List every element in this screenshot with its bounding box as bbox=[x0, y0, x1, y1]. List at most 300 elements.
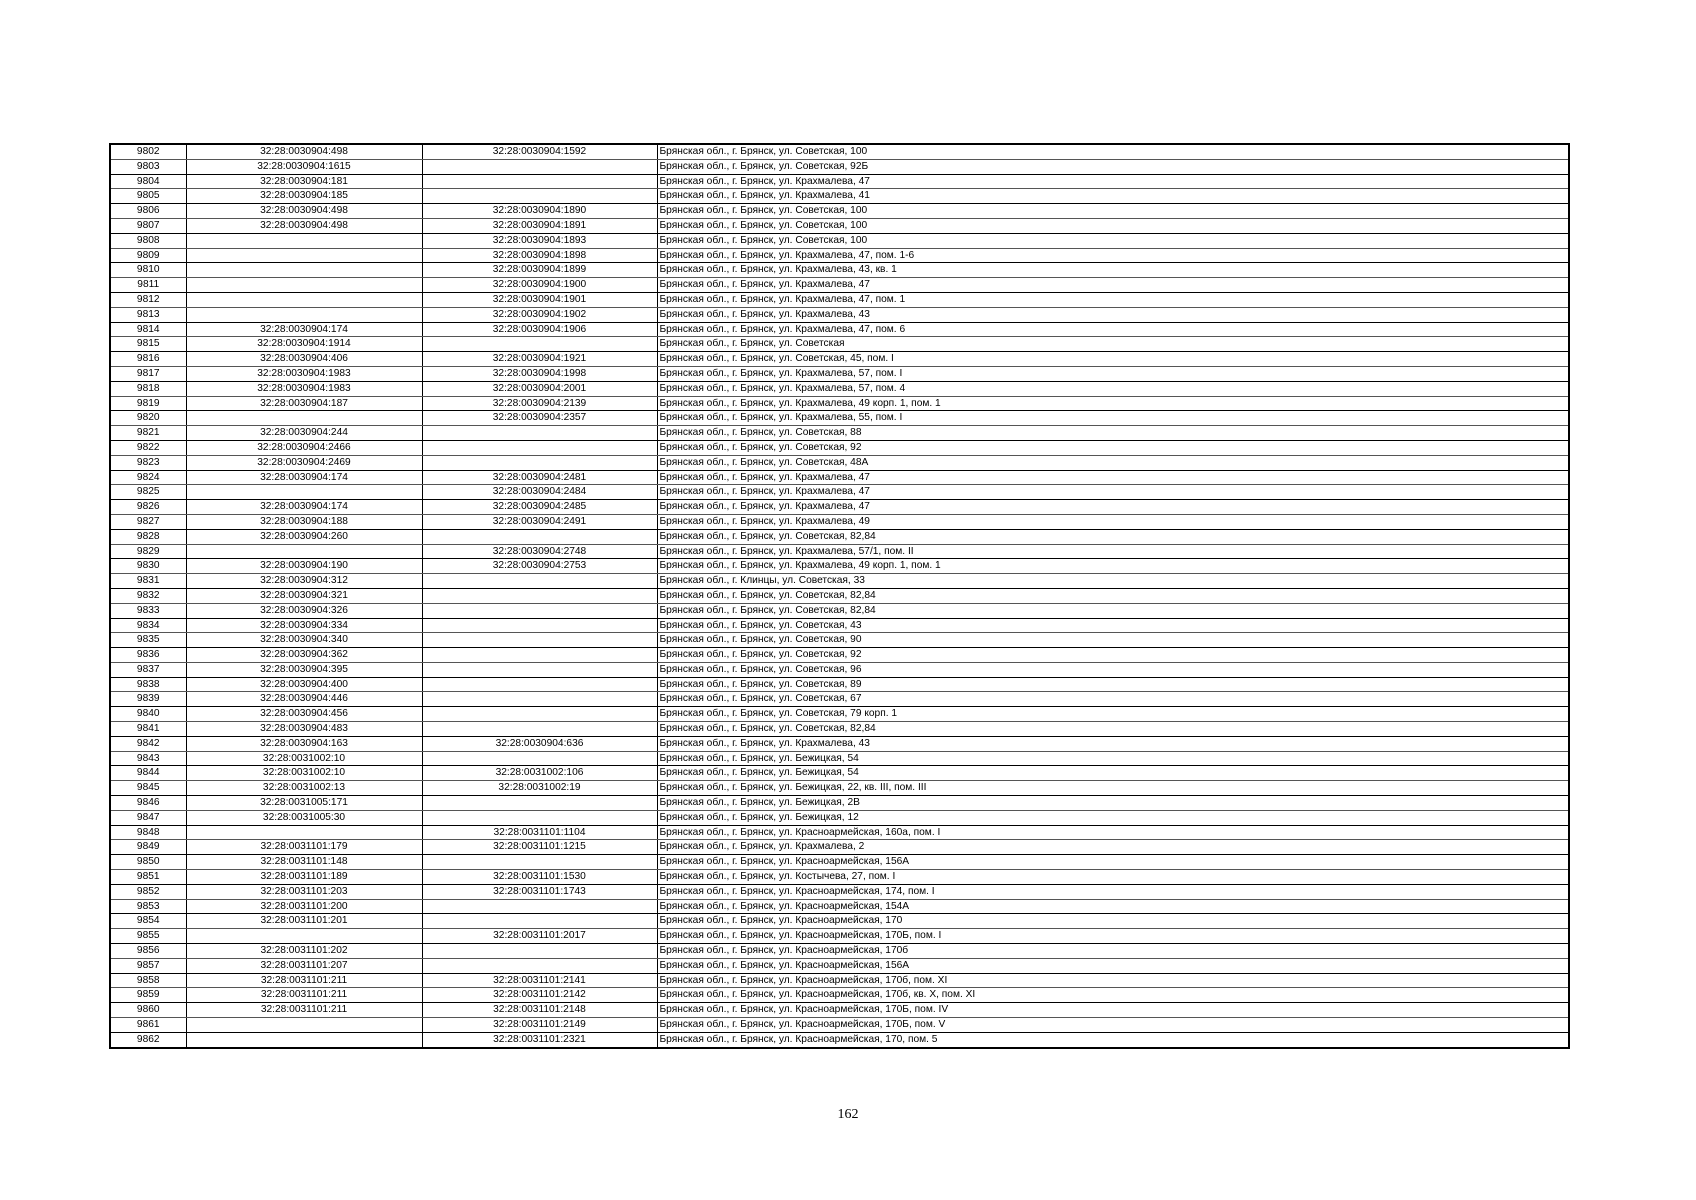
row-number-cell: 9832 bbox=[110, 588, 186, 603]
object-cadastral-cell: 32:28:0031002:106 bbox=[422, 766, 657, 781]
parcel-cadastral-cell: 32:28:0030904:456 bbox=[186, 707, 422, 722]
table-row bbox=[110, 796, 1569, 811]
table-row bbox=[110, 1003, 1569, 1018]
row-number-cell: 9833 bbox=[110, 603, 186, 618]
row-number-cell: 9848 bbox=[110, 825, 186, 840]
address-cell: Брянская обл., г. Брянск, ул. Крахмалева, 47 bbox=[657, 500, 1569, 515]
row-number-cell: 9836 bbox=[110, 648, 186, 663]
object-cadastral-cell bbox=[422, 677, 657, 692]
parcel-cadastral-cell: 32:28:0030904:406 bbox=[186, 352, 422, 367]
parcel-cadastral-cell: 32:28:0031101:179 bbox=[186, 840, 422, 855]
parcel-cadastral-cell: 32:28:0030904:326 bbox=[186, 603, 422, 618]
object-cadastral-cell bbox=[422, 692, 657, 707]
parcel-cadastral-cell: 32:28:0031101:203 bbox=[186, 884, 422, 899]
parcel-cadastral-cell: 32:28:0030904:400 bbox=[186, 677, 422, 692]
table-row bbox=[110, 574, 1569, 589]
row-number-cell: 9845 bbox=[110, 781, 186, 796]
table-row bbox=[110, 529, 1569, 544]
table-row bbox=[110, 559, 1569, 574]
object-cadastral-cell: 32:28:0030904:2139 bbox=[422, 396, 657, 411]
object-cadastral-cell: 32:28:0030904:2485 bbox=[422, 500, 657, 515]
row-number-cell: 9822 bbox=[110, 440, 186, 455]
object-cadastral-cell: 32:28:0031101:2148 bbox=[422, 1003, 657, 1018]
row-number-cell: 9805 bbox=[110, 189, 186, 204]
object-cadastral-cell bbox=[422, 455, 657, 470]
row-number-cell: 9813 bbox=[110, 307, 186, 322]
address-cell: Брянская обл., г. Брянск, ул. Красноармейская, 170, пом. 5 bbox=[657, 1032, 1569, 1047]
address-cell: Брянская обл., г. Брянск, ул. Крахмалева, 55, пом. I bbox=[657, 411, 1569, 426]
row-number-cell: 9838 bbox=[110, 677, 186, 692]
parcel-cadastral-cell: 32:28:0031005:30 bbox=[186, 810, 422, 825]
parcel-cadastral-cell bbox=[186, 248, 422, 263]
table-row bbox=[110, 988, 1569, 1003]
parcel-cadastral-cell: 32:28:0030904:185 bbox=[186, 189, 422, 204]
object-cadastral-cell: 32:28:0030904:1890 bbox=[422, 204, 657, 219]
table-row bbox=[110, 899, 1569, 914]
table-row bbox=[110, 603, 1569, 618]
row-number-cell: 9806 bbox=[110, 204, 186, 219]
address-cell: Брянская обл., г. Брянск, ул. Бежицкая, 12 bbox=[657, 810, 1569, 825]
object-cadastral-cell bbox=[422, 189, 657, 204]
address-cell: Брянская обл., г. Брянск, ул. Красноармейская, 170Б, пом. IV bbox=[657, 1003, 1569, 1018]
row-number-cell: 9812 bbox=[110, 292, 186, 307]
object-cadastral-cell bbox=[422, 662, 657, 677]
object-cadastral-cell: 32:28:0031101:1743 bbox=[422, 884, 657, 899]
table-row bbox=[110, 929, 1569, 944]
table-row bbox=[110, 500, 1569, 515]
object-cadastral-cell: 32:28:0031101:2321 bbox=[422, 1032, 657, 1047]
table-row bbox=[110, 914, 1569, 929]
row-number-cell: 9808 bbox=[110, 233, 186, 248]
row-number-cell: 9824 bbox=[110, 470, 186, 485]
row-number-cell: 9844 bbox=[110, 766, 186, 781]
object-cadastral-cell: 32:28:0030904:1998 bbox=[422, 366, 657, 381]
address-cell: Брянская обл., г. Брянск, ул. Красноармейская, 174, пом. I bbox=[657, 884, 1569, 899]
table-row bbox=[110, 396, 1569, 411]
object-cadastral-cell bbox=[422, 751, 657, 766]
row-number-cell: 9834 bbox=[110, 618, 186, 633]
address-cell: Брянская обл., г. Брянск, ул. Советская, 67 bbox=[657, 692, 1569, 707]
row-number-cell: 9849 bbox=[110, 840, 186, 855]
address-cell: Брянская обл., г. Брянск, ул. Советская, 92 bbox=[657, 648, 1569, 663]
object-cadastral-cell: 32:28:0031101:2017 bbox=[422, 929, 657, 944]
object-cadastral-cell: 32:28:0030904:2484 bbox=[422, 485, 657, 500]
object-cadastral-cell bbox=[422, 603, 657, 618]
parcel-cadastral-cell: 32:28:0030904:188 bbox=[186, 514, 422, 529]
address-cell: Брянская обл., г. Брянск, ул. Крахмалева, 2 bbox=[657, 840, 1569, 855]
row-number-cell: 9814 bbox=[110, 322, 186, 337]
row-number-cell: 9856 bbox=[110, 944, 186, 959]
parcel-cadastral-cell: 32:28:0030904:321 bbox=[186, 588, 422, 603]
address-cell: Брянская обл., г. Брянск, ул. Советская, 96 bbox=[657, 662, 1569, 677]
address-cell: Брянская обл., г. Брянск, ул. Крахмалева, 47, пом. 1 bbox=[657, 292, 1569, 307]
address-cell: Брянская обл., г. Брянск, ул. Советская, 79 корп. 1 bbox=[657, 707, 1569, 722]
address-cell: Брянская обл., г. Брянск, ул. Крахмалева, 47, пом. 6 bbox=[657, 322, 1569, 337]
address-cell: Брянская обл., г. Брянск, ул. Красноармейская, 170 bbox=[657, 914, 1569, 929]
parcel-cadastral-cell: 32:28:0031101:211 bbox=[186, 973, 422, 988]
parcel-cadastral-cell: 32:28:0030904:190 bbox=[186, 559, 422, 574]
object-cadastral-cell bbox=[422, 337, 657, 352]
row-number-cell: 9816 bbox=[110, 352, 186, 367]
address-cell: Брянская обл., г. Брянск, ул. Крахмалева, 47 bbox=[657, 174, 1569, 189]
address-cell: Брянская обл., г. Брянск, ул. Крахмалева, 49 корп. 1, пом. 1 bbox=[657, 396, 1569, 411]
object-cadastral-cell: 32:28:0030904:2001 bbox=[422, 381, 657, 396]
address-cell: Брянская обл., г. Брянск, ул. Крахмалева, 47, пом. 1-6 bbox=[657, 248, 1569, 263]
table-row bbox=[110, 159, 1569, 174]
table-row bbox=[110, 884, 1569, 899]
address-cell: Брянская обл., г. Брянск, ул. Советская, 82,84 bbox=[657, 722, 1569, 737]
table-row bbox=[110, 1032, 1569, 1047]
row-number-cell: 9809 bbox=[110, 248, 186, 263]
row-number-cell: 9815 bbox=[110, 337, 186, 352]
address-cell: Брянская обл., г. Брянск, ул. Крахмалева, 57/1, пом. II bbox=[657, 544, 1569, 559]
row-number-cell: 9819 bbox=[110, 396, 186, 411]
row-number-cell: 9802 bbox=[110, 144, 186, 159]
table-row bbox=[110, 366, 1569, 381]
parcel-cadastral-cell: 32:28:0030904:1983 bbox=[186, 381, 422, 396]
address-cell: Брянская обл., г. Брянск, ул. Крахмалева, 43 bbox=[657, 736, 1569, 751]
object-cadastral-cell: 32:28:0030904:2748 bbox=[422, 544, 657, 559]
parcel-cadastral-cell: 32:28:0030904:187 bbox=[186, 396, 422, 411]
object-cadastral-cell bbox=[422, 944, 657, 959]
address-cell: Брянская обл., г. Брянск, ул. Советская, 43 bbox=[657, 618, 1569, 633]
table-row bbox=[110, 144, 1569, 159]
parcel-cadastral-cell: 32:28:0030904:244 bbox=[186, 426, 422, 441]
table-row bbox=[110, 944, 1569, 959]
page-number: 162 bbox=[837, 1107, 859, 1122]
object-cadastral-cell: 32:28:0030904:2753 bbox=[422, 559, 657, 574]
parcel-cadastral-cell: 32:28:0030904:334 bbox=[186, 618, 422, 633]
object-cadastral-cell: 32:28:0030904:636 bbox=[422, 736, 657, 751]
table-row bbox=[110, 204, 1569, 219]
parcel-cadastral-cell bbox=[186, 307, 422, 322]
parcel-cadastral-cell: 32:28:0030904:2466 bbox=[186, 440, 422, 455]
table-row bbox=[110, 189, 1569, 204]
parcel-cadastral-cell: 32:28:0031002:13 bbox=[186, 781, 422, 796]
table-row bbox=[110, 677, 1569, 692]
object-cadastral-cell bbox=[422, 707, 657, 722]
table-row bbox=[110, 381, 1569, 396]
row-number-cell: 9846 bbox=[110, 796, 186, 811]
address-cell: Брянская обл., г. Брянск, ул. Советская, 48А bbox=[657, 455, 1569, 470]
parcel-cadastral-cell bbox=[186, 544, 422, 559]
row-number-cell: 9839 bbox=[110, 692, 186, 707]
address-cell: Брянская обл., г. Брянск, ул. Крахмалева, 41 bbox=[657, 189, 1569, 204]
address-cell: Брянская обл., г. Брянск, ул. Крахмалева, 47 bbox=[657, 470, 1569, 485]
parcel-cadastral-cell bbox=[186, 292, 422, 307]
table-row bbox=[110, 633, 1569, 648]
parcel-cadastral-cell: 32:28:0031002:10 bbox=[186, 766, 422, 781]
parcel-cadastral-cell: 32:28:0031101:148 bbox=[186, 855, 422, 870]
row-number-cell: 9859 bbox=[110, 988, 186, 1003]
table-row bbox=[110, 470, 1569, 485]
object-cadastral-cell bbox=[422, 810, 657, 825]
parcel-cadastral-cell: 32:28:0030904:181 bbox=[186, 174, 422, 189]
address-cell: Брянская обл., г. Брянск, ул. Красноармейская, 156А bbox=[657, 958, 1569, 973]
table-row bbox=[110, 278, 1569, 293]
row-number-cell: 9825 bbox=[110, 485, 186, 500]
row-number-cell: 9855 bbox=[110, 929, 186, 944]
parcel-cadastral-cell bbox=[186, 825, 422, 840]
row-number-cell: 9820 bbox=[110, 411, 186, 426]
address-cell: Брянская обл., г. Брянск, ул. Советская, 100 bbox=[657, 218, 1569, 233]
table-row bbox=[110, 1018, 1569, 1033]
table-row bbox=[110, 766, 1569, 781]
parcel-cadastral-cell bbox=[186, 1018, 422, 1033]
table-row bbox=[110, 855, 1569, 870]
object-cadastral-cell bbox=[422, 426, 657, 441]
parcel-cadastral-cell: 32:28:0030904:1983 bbox=[186, 366, 422, 381]
table-row bbox=[110, 662, 1569, 677]
table-row bbox=[110, 722, 1569, 737]
object-cadastral-cell bbox=[422, 914, 657, 929]
address-cell: Брянская обл., г. Брянск, ул. Советская, 82,84 bbox=[657, 588, 1569, 603]
parcel-cadastral-cell: 32:28:0031101:201 bbox=[186, 914, 422, 929]
row-number-cell: 9804 bbox=[110, 174, 186, 189]
object-cadastral-cell bbox=[422, 722, 657, 737]
row-number-cell: 9857 bbox=[110, 958, 186, 973]
parcel-cadastral-cell: 32:28:0030904:498 bbox=[186, 218, 422, 233]
address-cell: Брянская обл., г. Брянск, ул. Бежицкая, 54 bbox=[657, 766, 1569, 781]
parcel-cadastral-cell: 32:28:0031101:189 bbox=[186, 870, 422, 885]
object-cadastral-cell: 32:28:0031101:1530 bbox=[422, 870, 657, 885]
parcel-cadastral-cell: 32:28:0031005:171 bbox=[186, 796, 422, 811]
object-cadastral-cell bbox=[422, 440, 657, 455]
table-row bbox=[110, 307, 1569, 322]
address-cell: Брянская обл., г. Брянск, ул. Крахмалева, 43 bbox=[657, 307, 1569, 322]
row-number-cell: 9811 bbox=[110, 278, 186, 293]
table-row bbox=[110, 958, 1569, 973]
object-cadastral-cell: 32:28:0030904:2357 bbox=[422, 411, 657, 426]
parcel-cadastral-cell bbox=[186, 233, 422, 248]
parcel-cadastral-cell: 32:28:0031101:211 bbox=[186, 1003, 422, 1018]
object-cadastral-cell bbox=[422, 174, 657, 189]
object-cadastral-cell: 32:28:0031101:1104 bbox=[422, 825, 657, 840]
object-cadastral-cell: 32:28:0030904:1906 bbox=[422, 322, 657, 337]
address-cell: Брянская обл., г. Брянск, ул. Красноармейская, 170Б, пом. I bbox=[657, 929, 1569, 944]
object-cadastral-cell bbox=[422, 899, 657, 914]
object-cadastral-cell: 32:28:0030904:2491 bbox=[422, 514, 657, 529]
address-cell: Брянская обл., г. Брянск, ул. Красноармейская, 160а, пом. I bbox=[657, 825, 1569, 840]
row-number-cell: 9831 bbox=[110, 574, 186, 589]
cadastral-table bbox=[109, 143, 1570, 1049]
parcel-cadastral-cell: 32:28:0030904:362 bbox=[186, 648, 422, 663]
address-cell: Брянская обл., г. Брянск, ул. Советская bbox=[657, 337, 1569, 352]
parcel-cadastral-cell: 32:28:0030904:395 bbox=[186, 662, 422, 677]
object-cadastral-cell bbox=[422, 618, 657, 633]
table-row bbox=[110, 248, 1569, 263]
address-cell: Брянская обл., г. Брянск, ул. Крахмалева, 47 bbox=[657, 278, 1569, 293]
address-cell: Брянская обл., г. Брянск, ул. Костычева, 27, пом. I bbox=[657, 870, 1569, 885]
table-row bbox=[110, 781, 1569, 796]
object-cadastral-cell: 32:28:0031101:2149 bbox=[422, 1018, 657, 1033]
parcel-cadastral-cell: 32:28:0030904:174 bbox=[186, 500, 422, 515]
object-cadastral-cell bbox=[422, 588, 657, 603]
parcel-cadastral-cell bbox=[186, 1032, 422, 1047]
parcel-cadastral-cell bbox=[186, 278, 422, 293]
address-cell: Брянская обл., г. Брянск, ул. Советская, 92Б bbox=[657, 159, 1569, 174]
address-cell: Брянская обл., г. Брянск, ул. Красноармейская, 170Б, пом. V bbox=[657, 1018, 1569, 1033]
table-row bbox=[110, 588, 1569, 603]
address-cell: Брянская обл., г. Брянск, ул. Советская, 100 bbox=[657, 204, 1569, 219]
address-cell: Брянская обл., г. Брянск, ул. Советская, 45, пом. I bbox=[657, 352, 1569, 367]
table-row bbox=[110, 692, 1569, 707]
parcel-cadastral-cell bbox=[186, 263, 422, 278]
table-row bbox=[110, 218, 1569, 233]
row-number-cell: 9803 bbox=[110, 159, 186, 174]
table-row bbox=[110, 292, 1569, 307]
parcel-cadastral-cell: 32:28:0031101:207 bbox=[186, 958, 422, 973]
row-number-cell: 9852 bbox=[110, 884, 186, 899]
cadastral-table-body bbox=[110, 144, 1569, 1048]
address-cell: Брянская обл., г. Брянск, ул. Бежицкая, 22, кв. III, пом. III bbox=[657, 781, 1569, 796]
table-row bbox=[110, 485, 1569, 500]
table-row bbox=[110, 544, 1569, 559]
address-cell: Брянская обл., г. Брянск, ул. Красноармейская, 170б, пом. XI bbox=[657, 973, 1569, 988]
object-cadastral-cell bbox=[422, 574, 657, 589]
parcel-cadastral-cell: 32:28:0030904:2469 bbox=[186, 455, 422, 470]
row-number-cell: 9853 bbox=[110, 899, 186, 914]
address-cell: Брянская обл., г. Брянск, ул. Красноармейская, 170б bbox=[657, 944, 1569, 959]
row-number-cell: 9840 bbox=[110, 707, 186, 722]
table-row bbox=[110, 840, 1569, 855]
address-cell: Брянская обл., г. Брянск, ул. Советская, 88 bbox=[657, 426, 1569, 441]
object-cadastral-cell: 32:28:0031002:19 bbox=[422, 781, 657, 796]
parcel-cadastral-cell: 32:28:0030904:483 bbox=[186, 722, 422, 737]
object-cadastral-cell: 32:28:0030904:1921 bbox=[422, 352, 657, 367]
address-cell: Брянская обл., г. Брянск, ул. Красноармейская, 170б, кв. X, пом. XI bbox=[657, 988, 1569, 1003]
parcel-cadastral-cell bbox=[186, 929, 422, 944]
address-cell: Брянская обл., г. Брянск, ул. Красноармейская, 156А bbox=[657, 855, 1569, 870]
parcel-cadastral-cell: 32:28:0030904:163 bbox=[186, 736, 422, 751]
address-cell: Брянская обл., г. Брянск, ул. Крахмалева, 43, кв. 1 bbox=[657, 263, 1569, 278]
table-row bbox=[110, 825, 1569, 840]
address-cell: Брянская обл., г. Брянск, ул. Красноармейская, 154А bbox=[657, 899, 1569, 914]
row-number-cell: 9847 bbox=[110, 810, 186, 825]
row-number-cell: 9842 bbox=[110, 736, 186, 751]
table-row bbox=[110, 411, 1569, 426]
object-cadastral-cell: 32:28:0030904:1899 bbox=[422, 263, 657, 278]
object-cadastral-cell bbox=[422, 958, 657, 973]
parcel-cadastral-cell: 32:28:0030904:446 bbox=[186, 692, 422, 707]
table-row bbox=[110, 426, 1569, 441]
row-number-cell: 9850 bbox=[110, 855, 186, 870]
table-row bbox=[110, 870, 1569, 885]
address-cell: Брянская обл., г. Брянск, ул. Советская, 92 bbox=[657, 440, 1569, 455]
row-number-cell: 9830 bbox=[110, 559, 186, 574]
table-row bbox=[110, 322, 1569, 337]
parcel-cadastral-cell: 32:28:0030904:1615 bbox=[186, 159, 422, 174]
object-cadastral-cell: 32:28:0030904:1592 bbox=[422, 144, 657, 159]
address-cell: Брянская обл., г. Брянск, ул. Крахмалева, 49 корп. 1, пом. 1 bbox=[657, 559, 1569, 574]
row-number-cell: 9818 bbox=[110, 381, 186, 396]
object-cadastral-cell: 32:28:0030904:1893 bbox=[422, 233, 657, 248]
object-cadastral-cell bbox=[422, 855, 657, 870]
address-cell: Брянская обл., г. Брянск, ул. Советская, 90 bbox=[657, 633, 1569, 648]
parcel-cadastral-cell bbox=[186, 485, 422, 500]
table-row bbox=[110, 352, 1569, 367]
table-row bbox=[110, 618, 1569, 633]
row-number-cell: 9860 bbox=[110, 1003, 186, 1018]
parcel-cadastral-cell bbox=[186, 411, 422, 426]
row-number-cell: 9841 bbox=[110, 722, 186, 737]
object-cadastral-cell: 32:28:0030904:1900 bbox=[422, 278, 657, 293]
address-cell: Брянская обл., г. Брянск, ул. Советская, 89 bbox=[657, 677, 1569, 692]
address-cell: Брянская обл., г. Клинцы, ул. Советская, 33 bbox=[657, 574, 1569, 589]
object-cadastral-cell: 32:28:0030904:1901 bbox=[422, 292, 657, 307]
table-row bbox=[110, 174, 1569, 189]
row-number-cell: 9858 bbox=[110, 973, 186, 988]
address-cell: Брянская обл., г. Брянск, ул. Бежицкая, 54 bbox=[657, 751, 1569, 766]
row-number-cell: 9817 bbox=[110, 366, 186, 381]
object-cadastral-cell: 32:28:0031101:2141 bbox=[422, 973, 657, 988]
row-number-cell: 9829 bbox=[110, 544, 186, 559]
row-number-cell: 9823 bbox=[110, 455, 186, 470]
table-row bbox=[110, 973, 1569, 988]
parcel-cadastral-cell: 32:28:0030904:312 bbox=[186, 574, 422, 589]
address-cell: Брянская обл., г. Брянск, ул. Крахмалева, 57, пом. I bbox=[657, 366, 1569, 381]
table-row bbox=[110, 440, 1569, 455]
table-row bbox=[110, 514, 1569, 529]
address-cell: Брянская обл., г. Брянск, ул. Советская, 82,84 bbox=[657, 529, 1569, 544]
parcel-cadastral-cell: 32:28:0030904:498 bbox=[186, 204, 422, 219]
address-cell: Брянская обл., г. Брянск, ул. Советская, 100 bbox=[657, 233, 1569, 248]
table-row bbox=[110, 810, 1569, 825]
table-row bbox=[110, 707, 1569, 722]
parcel-cadastral-cell: 32:28:0031101:202 bbox=[186, 944, 422, 959]
parcel-cadastral-cell: 32:28:0030904:260 bbox=[186, 529, 422, 544]
table-row bbox=[110, 263, 1569, 278]
address-cell: Брянская обл., г. Брянск, ул. Крахмалева, 47 bbox=[657, 485, 1569, 500]
row-number-cell: 9810 bbox=[110, 263, 186, 278]
row-number-cell: 9862 bbox=[110, 1032, 186, 1047]
object-cadastral-cell bbox=[422, 529, 657, 544]
row-number-cell: 9807 bbox=[110, 218, 186, 233]
object-cadastral-cell bbox=[422, 159, 657, 174]
table-row bbox=[110, 337, 1569, 352]
address-cell: Брянская обл., г. Брянск, ул. Советская, 82,84 bbox=[657, 603, 1569, 618]
address-cell: Брянская обл., г. Брянск, ул. Крахмалева, 49 bbox=[657, 514, 1569, 529]
row-number-cell: 9843 bbox=[110, 751, 186, 766]
row-number-cell: 9821 bbox=[110, 426, 186, 441]
object-cadastral-cell: 32:28:0031101:2142 bbox=[422, 988, 657, 1003]
parcel-cadastral-cell: 32:28:0031101:200 bbox=[186, 899, 422, 914]
object-cadastral-cell: 32:28:0030904:1891 bbox=[422, 218, 657, 233]
object-cadastral-cell bbox=[422, 648, 657, 663]
address-cell: Брянская обл., г. Брянск, ул. Бежицкая, 2В bbox=[657, 796, 1569, 811]
row-number-cell: 9854 bbox=[110, 914, 186, 929]
address-cell: Брянская обл., г. Брянск, ул. Советская, 100 bbox=[657, 144, 1569, 159]
parcel-cadastral-cell: 32:28:0031101:211 bbox=[186, 988, 422, 1003]
parcel-cadastral-cell: 32:28:0030904:498 bbox=[186, 144, 422, 159]
object-cadastral-cell: 32:28:0030904:2481 bbox=[422, 470, 657, 485]
object-cadastral-cell: 32:28:0030904:1902 bbox=[422, 307, 657, 322]
row-number-cell: 9837 bbox=[110, 662, 186, 677]
address-cell: Брянская обл., г. Брянск, ул. Крахмалева, 57, пом. 4 bbox=[657, 381, 1569, 396]
object-cadastral-cell: 32:28:0030904:1898 bbox=[422, 248, 657, 263]
row-number-cell: 9851 bbox=[110, 870, 186, 885]
parcel-cadastral-cell: 32:28:0030904:340 bbox=[186, 633, 422, 648]
row-number-cell: 9827 bbox=[110, 514, 186, 529]
table-row bbox=[110, 648, 1569, 663]
table-row bbox=[110, 455, 1569, 470]
row-number-cell: 9835 bbox=[110, 633, 186, 648]
parcel-cadastral-cell: 32:28:0031002:10 bbox=[186, 751, 422, 766]
table-row bbox=[110, 736, 1569, 751]
table-row bbox=[110, 751, 1569, 766]
parcel-cadastral-cell: 32:28:0030904:174 bbox=[186, 470, 422, 485]
row-number-cell: 9826 bbox=[110, 500, 186, 515]
